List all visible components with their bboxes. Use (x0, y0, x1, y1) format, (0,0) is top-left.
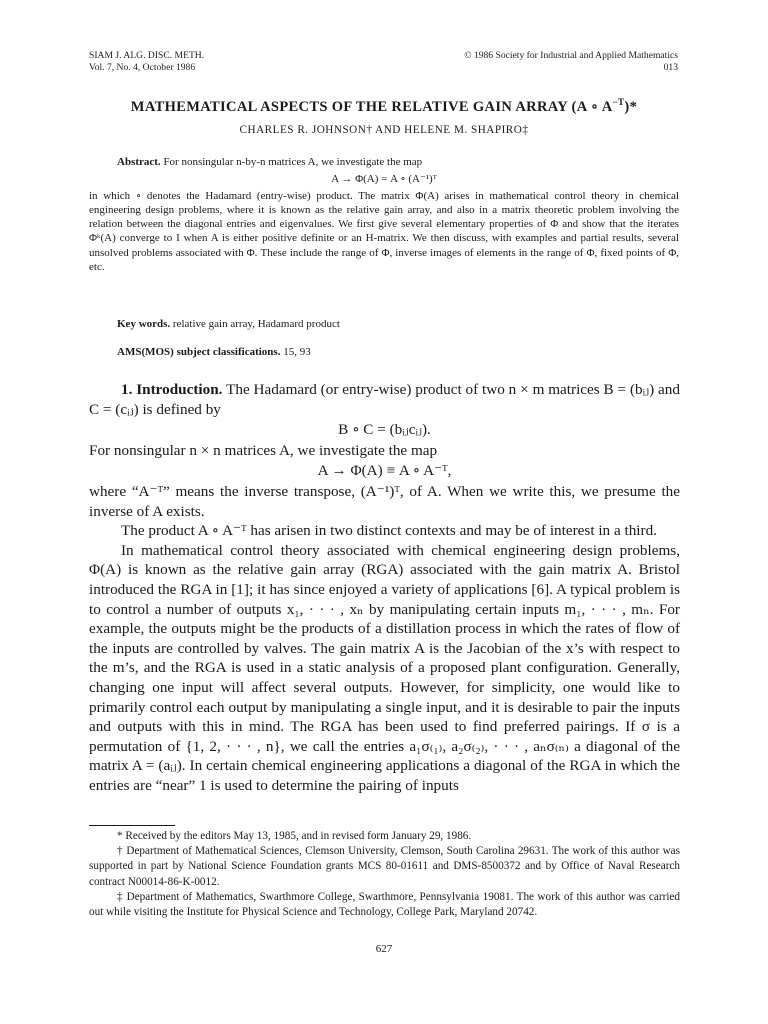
abstract-text: in which ∘ denotes the Hadamard (entry-wise) product. The matrix Φ(A) arises in mathematical control theory in chemical engineering design problems, where it is known as the relative gain array, and also in a matrix theoretic problem involving the relation between the diagonal entries and eigenvalues. We first give several elementary properties of Φ and show that the iterates Φᵏ(A) converge to I when A is either positive definite or an H-matrix. We then discuss, with examples and partial results, several unsolved problems associated with Φ. These include the range of Φ, inverse images of elements in the range of Φ, fixed points of Φ, etc. (89, 189, 679, 274)
paper-title-suffix: )* (624, 98, 638, 115)
intro-paragraph-1 (89, 380, 680, 419)
abstract-intro: For nonsingular n-by-n matrices A, we investigate the map (163, 156, 423, 168)
running-header-right (464, 50, 678, 74)
abstract-intro-paragraph (89, 155, 679, 169)
footnote-shapiro: ‡ Department of Mathematics, Swarthmore College, Swarthmore, Pennsylvania 19081. The work of this author was carried out while visiting the Institute for Physical Science and Technology, College Park, Maryland 20742. (89, 890, 680, 919)
ams-label: AMS(MOS) subject classifications. (117, 346, 281, 358)
section-heading: 1. Introduction. (121, 381, 223, 398)
keywords (117, 318, 340, 330)
paper-title-exponent: −T (612, 97, 625, 107)
section-introduction (89, 380, 680, 795)
footnotes (89, 829, 680, 920)
footnote-rule (89, 825, 175, 826)
abstract-equation: A → Φ(A) = A ∘ (A⁻¹)ᵀ (331, 173, 437, 186)
intro-paragraph-5: In mathematical control theory associated with chemical engineering design problems, Φ(A) is known as the relative gain array (RGA) associated with the gain matrix A. Bristol introduced the RGA in [1]; it has since enjoyed a variety of applications [6]. A typical problem is to control a number of outputs x₁, · · · , xₙ by manipulating certain inputs m₁, · · · , mₙ. For example, the outputs might be the products of a distillation process in which the rates of flow of the inputs are controlled by valves. The gain matrix A is the Jacobian of the x’s with respect to the m’s, and the RGA is used in a static analysis of a proposed plant configuration. Generally, changing one input will affect several outputs. However, for simplicity, one would like to primarily control each output by manipulating a single input, and it is desirable to pair the inputs and outputs with this in mind. The RGA has been used to find preferred pairings. If σ is a permutation of {1, 2, · · · , n}, we call the entries a₁σ₍₁₎, a₂σ₍₂₎, · · · , aₙσ₍ₙ₎ a diagonal of the matrix A = (aᵢⱼ). In certain chemical engineering applications a diagonal of the RGA in which the entries are “near” 1 is used to determine the pairing of inputs (89, 541, 680, 794)
equation-phi-map: A → Φ(A) ≡ A ∘ A⁻ᵀ, (317, 462, 452, 480)
page-number: 627 (375, 943, 393, 955)
journal-volume: Vol. 7, No. 4, October 1986 (89, 62, 196, 73)
abstract-label: Abstract. (117, 156, 161, 168)
intro-paragraph-3: where “A⁻ᵀ” means the inverse transpose, (A⁻¹)ᵀ, of A. When we write this, we presume the inverse of A exists. (89, 482, 680, 520)
keywords-text: relative gain array, Hadamard product (172, 318, 340, 330)
intro-paragraph-4: The product A ∘ A⁻ᵀ has arisen in two distinct contexts and may be of interest in a third. (121, 522, 657, 540)
running-header-left (89, 50, 204, 74)
article-code: 013 (663, 62, 678, 73)
copyright-notice: © 1986 Society for Industrial and Applied Mathematics (464, 50, 678, 61)
abstract (89, 155, 679, 274)
author-line: CHARLES R. JOHNSON† AND HELENE M. SHAPIRO‡ (239, 124, 529, 136)
equation-hadamard-product: B ∘ C = (bᵢⱼcᵢⱼ). (338, 421, 431, 439)
ams-text: 15, 93 (283, 346, 311, 358)
ams-classification (117, 346, 311, 358)
keywords-label: Key words. (117, 318, 171, 330)
footnote-received: * Received by the editors May 13, 1985, and in revised form January 29, 1986. (117, 830, 472, 842)
footnote-johnson: † Department of Mathematical Sciences, Clemson University, Clemson, South Carolina 29631. The work of this author was supported in part by National Science Foundation grants MCS 80-01611 and DMS-8500372 and by Office of Naval Research contract N00014-86-K-0012. (89, 845, 680, 888)
intro-paragraph-2: For nonsingular n × n matrices A, we investigate the map (89, 441, 438, 459)
paper-title-text: MATHEMATICAL ASPECTS OF THE RELATIVE GAIN ARRAY (A ∘ A (130, 98, 613, 115)
intro-paragraph-1-text: The Hadamard (or entry-wise) product of two n × m matrices B = (bᵢⱼ) and C = (cᵢⱼ) is defined by (89, 381, 680, 418)
journal-name: SIAM J. ALG. DISC. METH. (89, 50, 205, 61)
paper-title (0, 97, 768, 116)
